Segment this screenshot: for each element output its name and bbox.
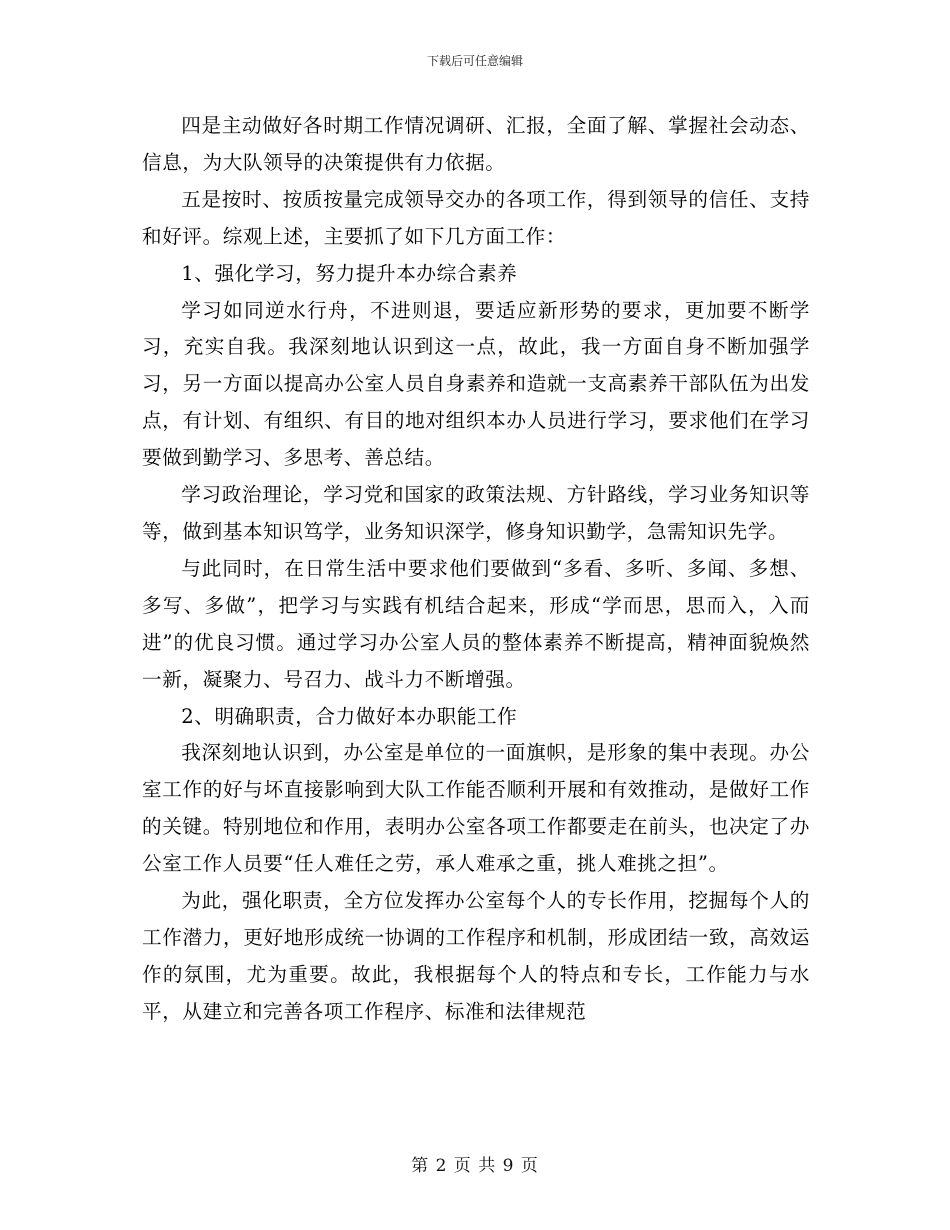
paragraph-1: 四是主动做好各时期工作情况调研、汇报，全面了解、掌握社会动态、信息，为大队领导的决策提供有力依据。 — [142, 114, 810, 174]
document-body — [142, 108, 810, 1031]
section-heading-2: 2、明确职责，合力做好本办职能工作 — [181, 704, 518, 728]
section-heading-1: 1、强化学习，努力提升本办综合素养 — [181, 261, 518, 285]
page-header: 下载后可任意编辑 — [426, 54, 523, 68]
paragraph-7: 为此，强化职责，全方位发挥办公室每个人的专长作用，挖掘每个人的工作潜力，更好地形成统一协调的工作程序和机制，形成团结一致，高效运作的氛围，尤为重要。故此，我根据每个人的特点和专长，工作能力与水平，从建立和完善各项工作程序、标准和法律规范 — [142, 889, 810, 1023]
paragraph-6: 我深刻地认识到，办公室是单位的一面旗帜，是形象的集中表现。办公室工作的好与坏直接影响到大队工作能否顺利开展和有效推动，是做好工作的关键。特别地位和作用，表明办公室各项工作都要走在前头，也决定了办公室工作人员要“任人难任之劳，承人难承之重，挑人难挑之担”。 — [142, 741, 810, 876]
paragraph-3: 学习如同逆水行舟，不进则退，要适应新形势的要求，更加要不断学习，充实自我。我深刻地认识到这一点，故此，我一方面自身不断加强学习，另一方面以提高办公室人员自身素养和造就一支高素养干部队伍为出发点，有计划、有组织、有目的地对组织本办人员进行学习，要求他们在学习要做到勤学习、多思考、善总结。 — [142, 298, 810, 470]
paragraph-2: 五是按时、按质按量完成领导交办的各项工作，得到领导的信任、支持和好评。综观上述，主要抓了如下几方面工作： — [142, 187, 810, 248]
paragraph-5: 与此同时，在日常生活中要求他们要做到“多看、多听、多闻、多想、多写、多做”，把学习与实践有机结合起来，形成“学而思，思而入，入而进”的优良习惯。通过学习办公室人员的整体素养不断提高，精神面貌焕然一新，凝聚力、号召力、战斗力不断增强。 — [142, 556, 810, 691]
paragraph-4: 学习政治理论，学习党和国家的政策法规、方针路线，学习业务知识等等，做到基本知识笃学，业务知识深学，修身知识勤学，急需知识先学。 — [142, 483, 810, 543]
page-footer: 第 2 页 共 9 页 — [411, 1156, 539, 1176]
